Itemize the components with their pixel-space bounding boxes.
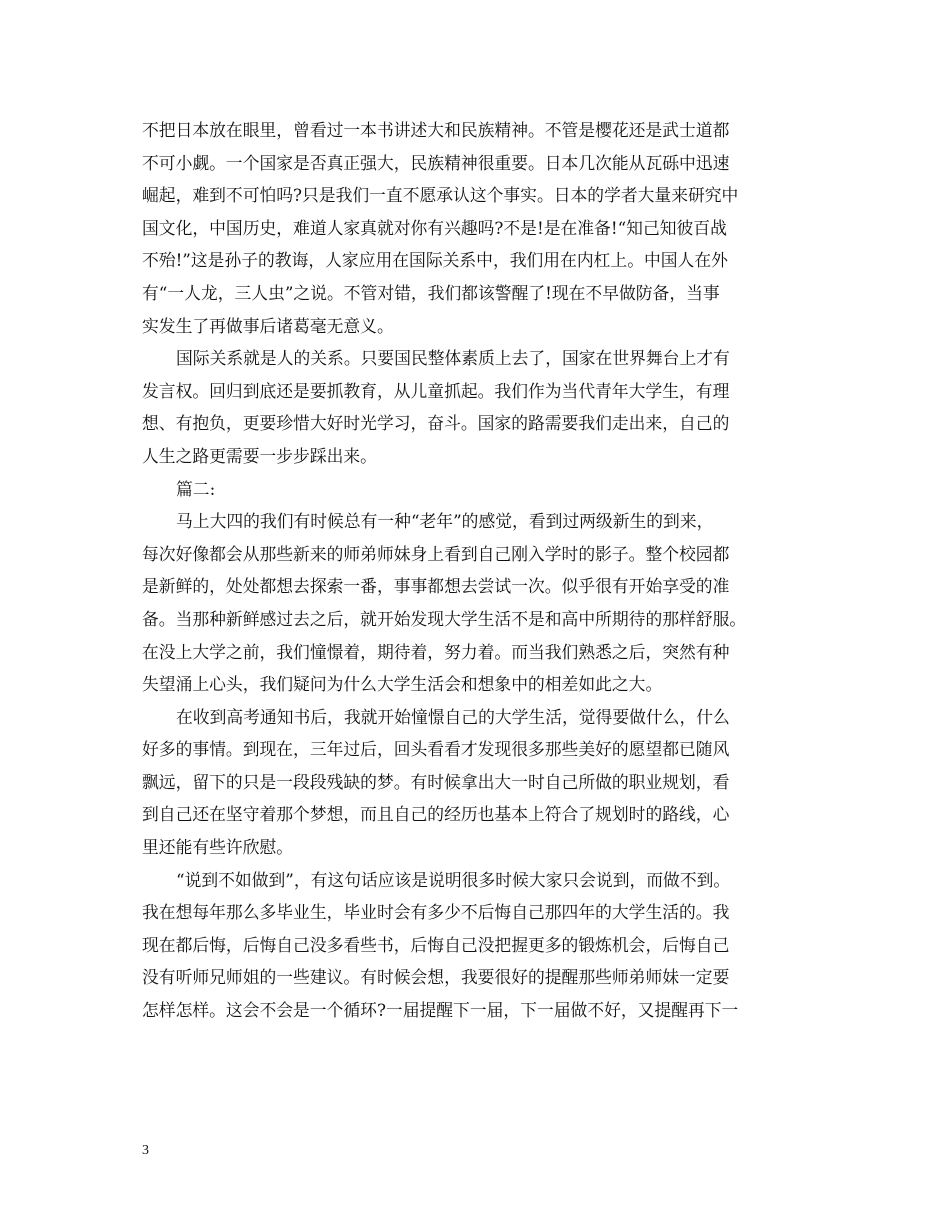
text-line-1: 不把日本放在眼里，曾看过一本书讲述大和民族精神。不管是樱花还是武士道都 <box>142 120 730 140</box>
body-text <box>142 114 812 1027</box>
text-line-28: 怎样怎样。这会不会是一个循环?一届提醒下一届，下一届做不好，又提醒再下一 <box>142 1000 739 1021</box>
text-line-16: 备。当那种新鲜感过去之后，就开始发现大学生活不是和高中所期待的那样舒服。 <box>142 608 747 629</box>
text-line-22: 到自己还在坚守着那个梦想，而且自己的经历也基本上符合了规划时的路线，心 <box>142 804 730 825</box>
text-line-17: 在没上大学之前，我们憧憬着，期待着，努力着。而当我们熟悉之后，突然有种 <box>142 641 730 662</box>
text-line-11: 人生之路更需要一步步踩出来。 <box>142 445 377 466</box>
text-line-7: 实发生了再做事后诸葛毫无意义。 <box>142 315 394 336</box>
text-line-26: 现在都后悔，后悔自己没多看些书，后悔自己没把握更多的锻炼机会，后悔自己 <box>142 934 730 955</box>
section-heading: 篇二: <box>176 478 216 499</box>
text-line-14: 每次好像都会从那些新来的师弟师妹身上看到自己刚入学时的影子。整个校园都 <box>142 543 730 564</box>
text-line-15: 是新鲜的，处处都想去探索一番，事事都想去尝试一次。似乎很有开始享受的准 <box>142 576 730 597</box>
text-line-6: 有“一人龙，三人虫”之说。不管对错，我们都该警醒了!现在不早做防备，当事 <box>142 282 720 303</box>
text-line-5: 不殆!”这是孙子的教诲，人家应用在国际关系中，我们用在内杠上。中国人在外 <box>142 250 728 271</box>
text-line-19: 在收到高考通知书后，我就开始憧憬自己的大学生活，觉得要做什么，什么 <box>176 706 730 727</box>
text-line-2: 不可小觑。一个国家是否真正强大，民族精神很重要。日本几次能从瓦砾中迅速 <box>142 152 730 173</box>
text-line-27: 没有听师兄师姐的一些建议。有时候会想，我要很好的提醒那些师弟师妹一定要 <box>142 967 730 988</box>
text-line-10: 想、有抱负，更要珍惜大好时光学习，奋斗。国家的路需要我们走出来，自己的 <box>142 413 730 434</box>
text-line-24: “说到不如做到”，有这句话应该是说明很多时候大家只会说到，而做不到。 <box>176 869 731 890</box>
text-line-23: 里还能有些许欣慰。 <box>142 837 294 858</box>
text-line-21: 飘远，留下的只是一段段残缺的梦。有时候拿出大一时自己所做的职业规划，看 <box>142 771 730 792</box>
text-line-4: 国文化，中国历史，难道人家真就对你有兴趣吗?不是!是在准备!“知己知彼百战 <box>142 217 727 238</box>
text-line-3: 崛起，难到不可怕吗?只是我们一直不愿承认这个事实。日本的学者大量来研究中 <box>142 185 739 206</box>
text-line-8: 国际关系就是人的关系。只要国民整体素质上去了，国家在世界舞台上才有 <box>176 348 730 369</box>
text-line-20: 好多的事情。到现在，三年过后，回头看看才发现很多那些美好的愿望都已随风 <box>142 739 730 760</box>
text-line-9: 发言权。回归到底还是要抓教育，从儿童抓起。我们作为当代青年大学生，有理 <box>142 380 730 401</box>
page-number: 3 <box>142 1143 149 1158</box>
text-line-13: 马上大四的我们有时候总有一种“老年”的感觉，看到过两级新生的到来， <box>176 511 714 532</box>
text-line-18: 失望涌上心头，我们疑问为什么大学生活会和想象中的相差如此之大。 <box>142 674 663 695</box>
text-line-25: 我在想每年那么多毕业生，毕业时会有多少不后悔自己那四年的大学生活的。我 <box>142 902 730 923</box>
